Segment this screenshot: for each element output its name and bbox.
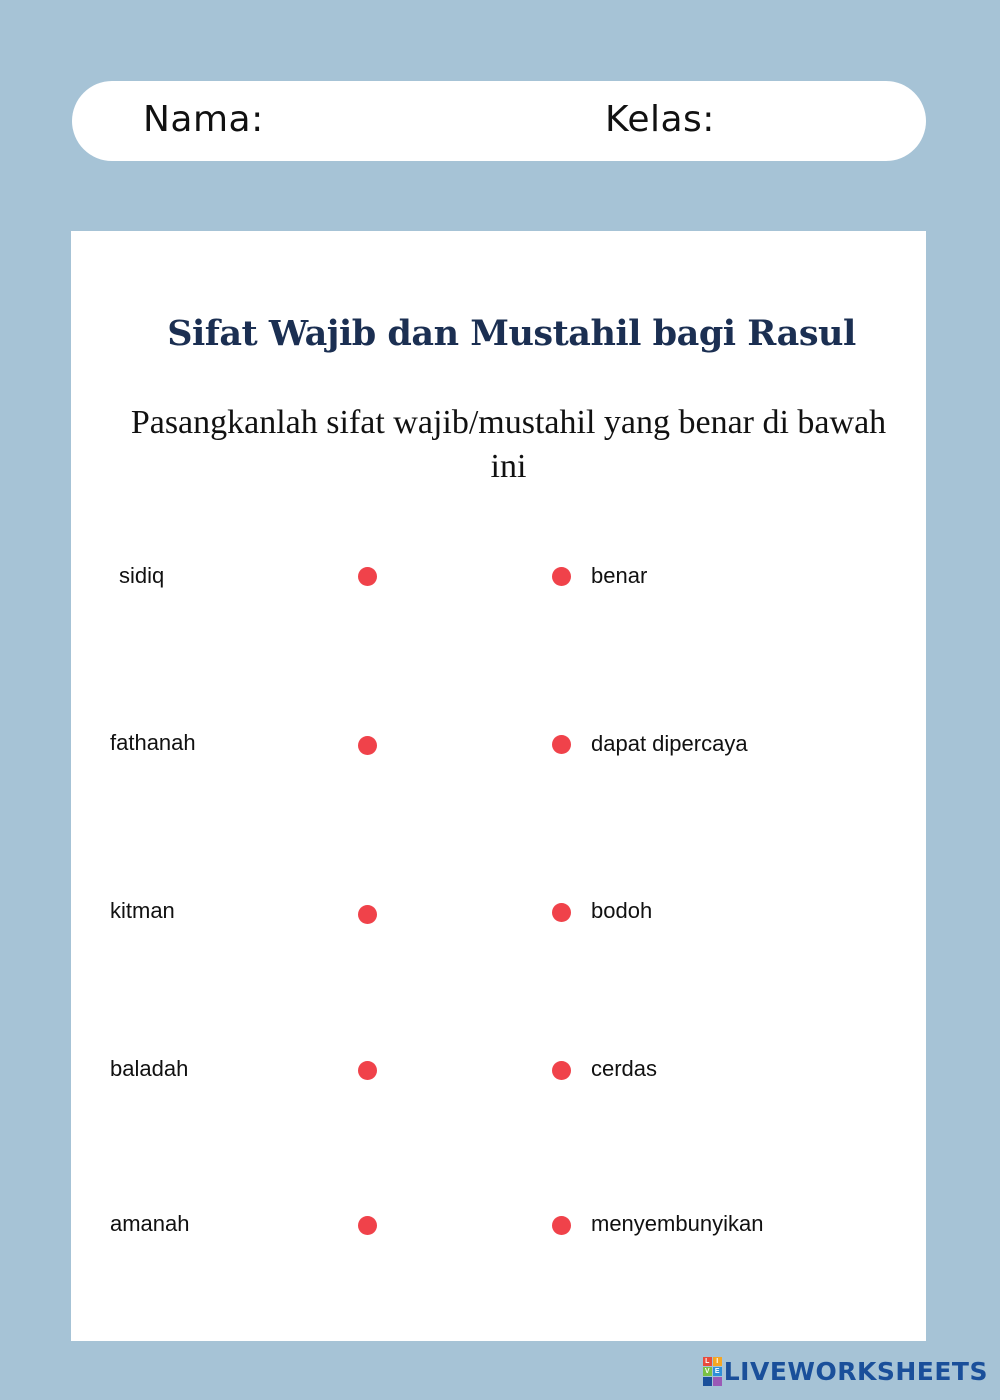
liveworksheets-logo bbox=[703, 1356, 988, 1386]
right-item-dapat-dipercaya: dapat dipercaya bbox=[591, 731, 748, 756]
left-item-amanah: amanah bbox=[110, 1211, 190, 1236]
student-info-bar bbox=[72, 81, 926, 161]
left-match-dot[interactable] bbox=[358, 1216, 377, 1235]
left-match-dot[interactable] bbox=[358, 567, 377, 586]
right-match-dot[interactable] bbox=[552, 903, 571, 922]
right-item-benar: benar bbox=[591, 563, 648, 588]
liveworksheets-logo-icon: L I V E bbox=[703, 1357, 722, 1386]
left-match-dot[interactable] bbox=[358, 1061, 377, 1080]
liveworksheets-logo-text: LIVEWORKSHEETS bbox=[723, 1356, 988, 1386]
left-item-fathanah: fathanah bbox=[110, 730, 196, 755]
worksheet-title: Sifat Wajib dan Mustahil bagi Rasul bbox=[167, 313, 856, 354]
right-item-cerdas: cerdas bbox=[591, 1056, 658, 1081]
name-label: Nama: bbox=[143, 99, 264, 140]
class-label: Kelas: bbox=[605, 99, 715, 140]
left-item-baladah: baladah bbox=[110, 1056, 189, 1081]
left-item-sidiq: sidiq bbox=[119, 563, 165, 588]
right-match-dot[interactable] bbox=[552, 735, 571, 754]
left-match-dot[interactable] bbox=[358, 905, 377, 924]
worksheet-instruction: Pasangkanlah sifat wajib/mustahil yang benar di bawah ini bbox=[130, 404, 887, 485]
right-match-dot[interactable] bbox=[552, 567, 571, 586]
right-match-dot[interactable] bbox=[552, 1061, 571, 1080]
left-match-dot[interactable] bbox=[358, 736, 377, 755]
left-item-kitman: kitman bbox=[110, 898, 175, 923]
right-item-menyembunyikan: menyembunyikan bbox=[591, 1211, 764, 1236]
worksheet-card bbox=[71, 231, 926, 1341]
right-match-dot[interactable] bbox=[552, 1216, 571, 1235]
right-item-bodoh: bodoh bbox=[591, 898, 653, 923]
